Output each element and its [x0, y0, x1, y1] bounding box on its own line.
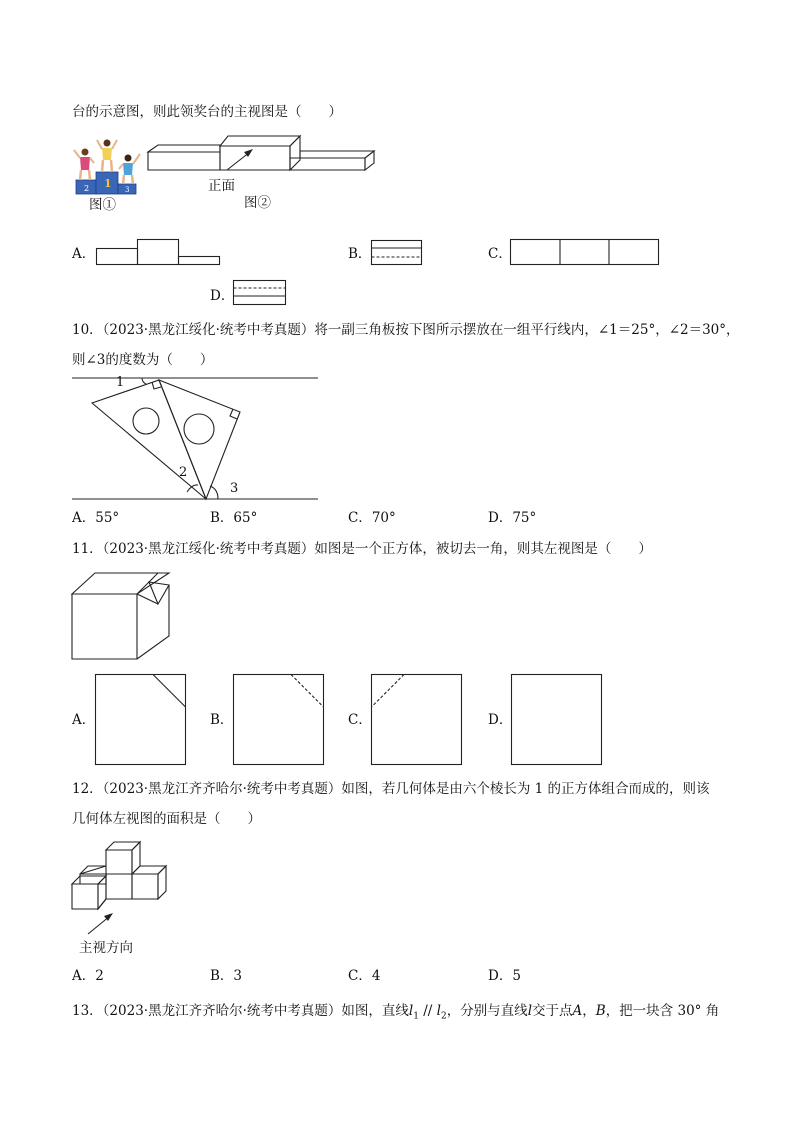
q11-option-c-label: C． — [348, 712, 372, 728]
q13-stem-part-b: ，分别与直线 — [446, 1003, 528, 1019]
q9-option-d-figure — [233, 280, 287, 306]
q10-option-a: A．55° — [72, 510, 120, 526]
q9-stem-end: 台的示意图，则此领奖台的主视图是（ ） — [72, 104, 342, 120]
q9-option-b-label: B． — [348, 246, 372, 262]
podium-number-2: 2 — [84, 184, 90, 193]
q11-option-d-figure — [511, 674, 603, 766]
figure-1-caption: 图① — [89, 197, 116, 213]
line-l1-symbol: l — [408, 1003, 414, 1019]
q12-option-d: D．5 — [488, 968, 521, 984]
q11-option-a-figure — [95, 674, 187, 766]
podium-3d-figure — [140, 130, 380, 190]
q12-option-b: B．3 — [210, 968, 243, 984]
q11-stem-line1: 11．（2023·黑龙江绥化·统考中考真题）如图是一个正方体，被切去一角，则其左视图是（ ） — [72, 541, 652, 557]
q11-option-a-label: A． — [72, 712, 96, 728]
q9-option-a-figure — [96, 238, 221, 266]
q10-stem-line1: 10．（2023·黑龙江绥化·统考中考真题）将一副三角板按下图所示摆放在一组平行线内，∠1＝25°，∠2＝30°， — [72, 322, 740, 338]
q9-option-d-label: D． — [210, 288, 235, 304]
angle-1-label: 1 — [116, 375, 125, 390]
q10-triangle-figure — [70, 372, 322, 504]
point-a-symbol: A — [572, 1003, 583, 1019]
q11-option-b-figure — [233, 674, 325, 766]
q11-option-c-figure — [371, 674, 463, 766]
q9-option-b-figure — [371, 240, 423, 266]
q9-option-c-figure — [510, 239, 660, 266]
q13-comma: ， — [582, 1003, 596, 1019]
q12-stem-line1: 12．（2023·黑龙江齐齐哈尔·统考中考真题）如图，若几何体是由六个棱长为 1 的正方体组合而成的，则该 — [72, 781, 710, 797]
podium-number-1: 1 — [104, 177, 112, 190]
front-label: 正面 — [208, 178, 235, 194]
q10-stem-line2: 则∠3的度数为（ ） — [72, 352, 214, 368]
q11-option-b-label: B． — [210, 712, 234, 728]
q9-option-a-label: A． — [72, 246, 96, 262]
podium-number-3: 3 — [125, 186, 130, 194]
q13-stem-part-a: 13．（2023·黑龙江齐齐哈尔·统考中考真题）如图，直线 — [72, 1003, 409, 1019]
q12-cubes-figure — [70, 836, 170, 916]
angle-2-label: 2 — [179, 465, 188, 480]
line-l2-subscript: 2 — [440, 1011, 447, 1022]
q13-stem-part-c: 交于点 — [532, 1003, 573, 1019]
q13-stem-part-d: ，把一块含 30° 角 — [605, 1003, 720, 1019]
q10-option-b: B．65° — [210, 510, 258, 526]
q13-stem-line1 — [72, 1002, 719, 1026]
point-b-symbol: B — [595, 1003, 606, 1019]
q12-direction-label: 主视方向 — [79, 940, 133, 956]
q12-option-c: C．4 — [348, 968, 381, 984]
line-l1-subscript: 1 — [413, 1011, 419, 1022]
q11-cut-cube-figure — [70, 570, 174, 664]
q10-option-d: D．75° — [488, 510, 537, 526]
angle-3-label: 3 — [230, 481, 239, 496]
line-l-symbol: l — [527, 1003, 533, 1019]
q10-option-c: C．70° — [348, 510, 396, 526]
q11-option-d-label: D． — [488, 712, 513, 728]
line-l2-symbol: l — [436, 1003, 441, 1019]
podium-photo-figure — [70, 138, 150, 202]
q12-stem-line2: 几何体左视图的面积是（ ） — [72, 811, 261, 827]
q9-option-c-label: C． — [488, 246, 512, 262]
q12-option-a: A．2 — [72, 968, 104, 984]
figure-2-caption: 图② — [244, 195, 271, 211]
parallel-symbol: // — [418, 1003, 437, 1019]
